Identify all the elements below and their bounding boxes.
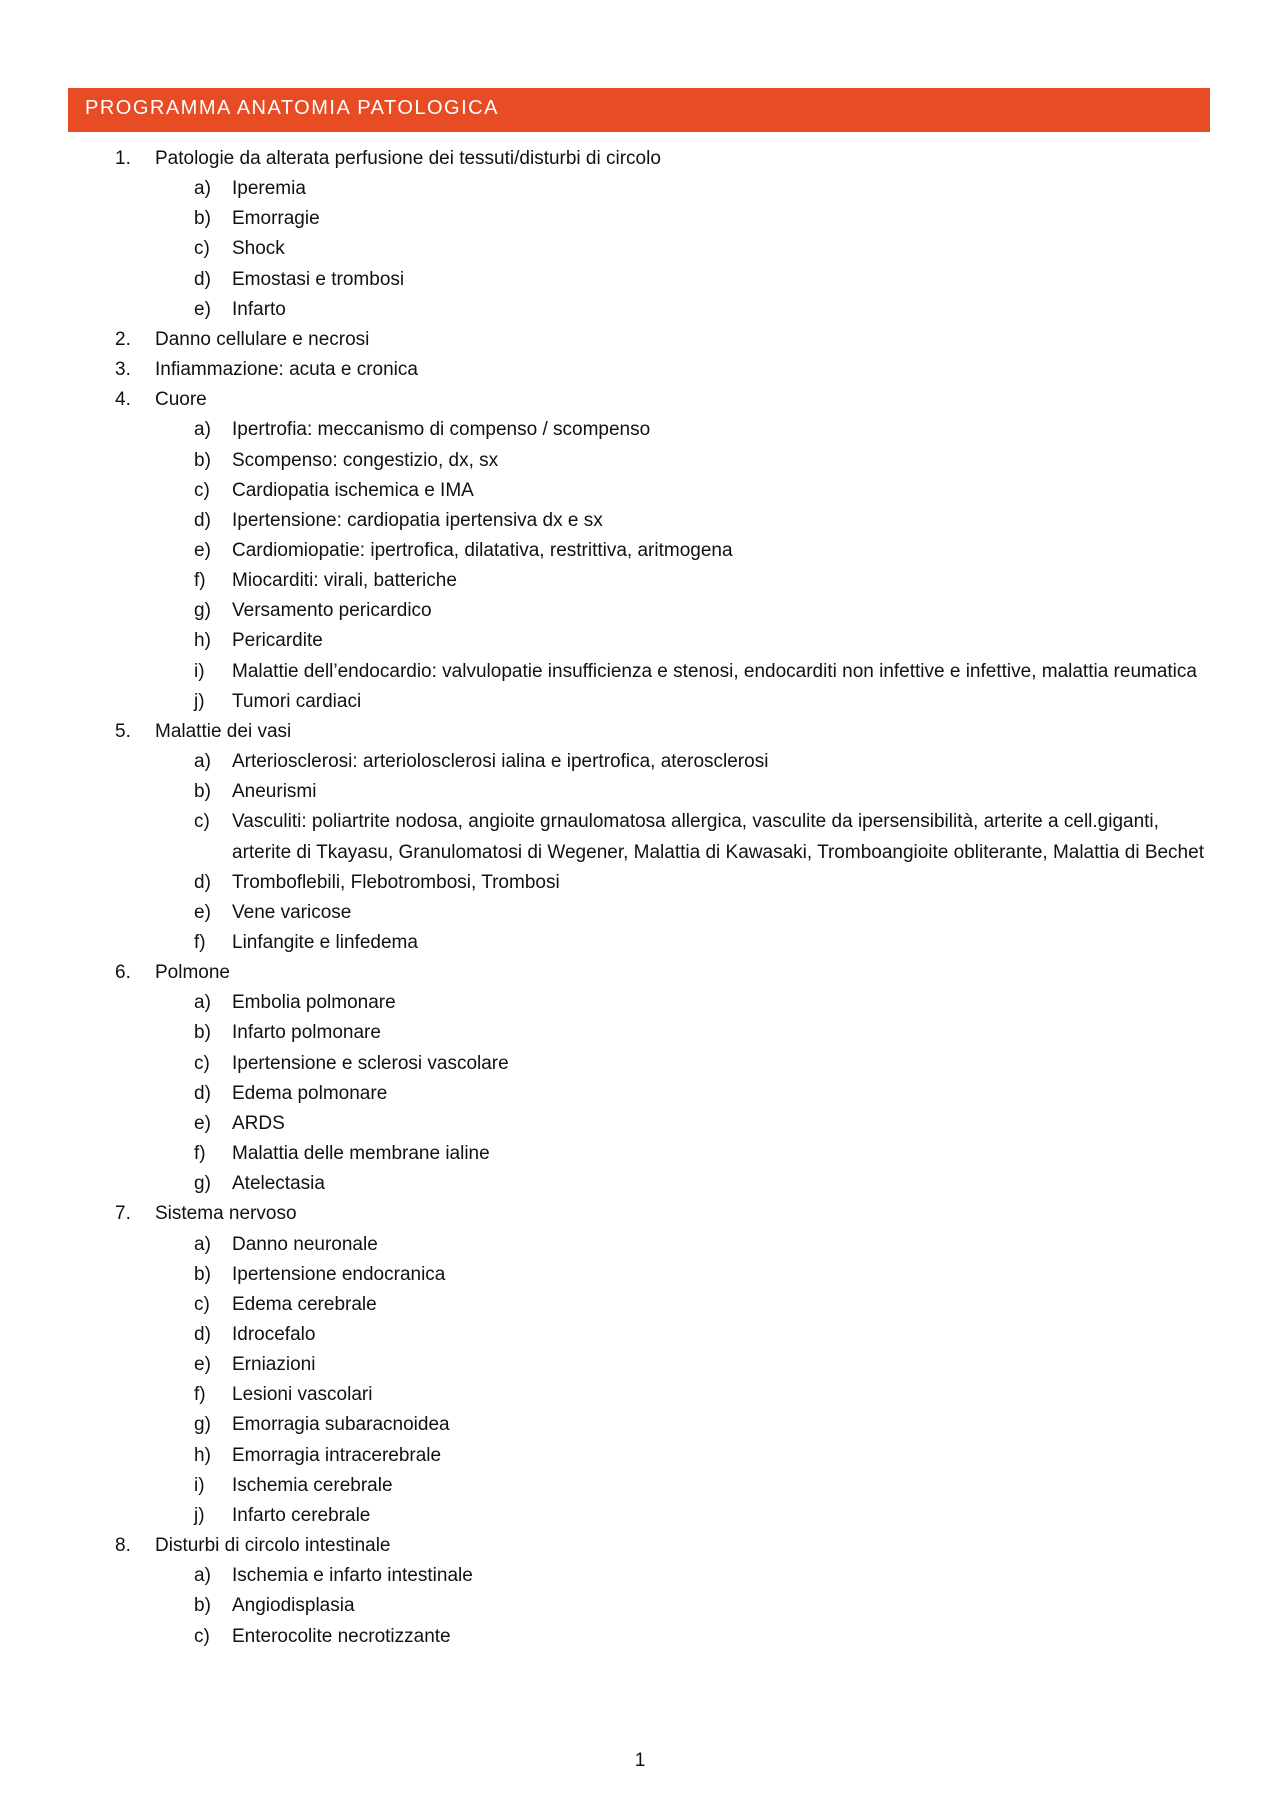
subsection-label: Malattie dell’endocardio: valvulopatie insufficienza e stenosi, endocarditi non infettive e infettive, malattia reumatica <box>232 660 1197 682</box>
section-label: Infiammazione: acuta e cronica <box>155 359 418 381</box>
subsection-item <box>0 1169 1280 1199</box>
subsection-label: Angiodisplasia <box>232 1595 355 1617</box>
subsection-label: Cardiopatia ischemica e IMA <box>232 479 474 501</box>
section-number: 8. <box>115 1535 131 1557</box>
subsection-item <box>0 1049 1280 1079</box>
subsection-item <box>0 1350 1280 1380</box>
topic-outline <box>0 144 1280 1652</box>
subsection-letter: e) <box>194 1112 211 1134</box>
subsection-label: Ischemia e infarto intestinale <box>232 1565 473 1587</box>
subsection-label: Malattia delle membrane ialine <box>232 1143 490 1165</box>
subsection-label: Enterocolite necrotizzante <box>232 1625 451 1647</box>
subsection-item <box>0 1622 1280 1652</box>
subsection-label: Emorragia intracerebrale <box>232 1444 442 1466</box>
subsection-label: Ischemia cerebrale <box>232 1474 393 1496</box>
section-label: Polmone <box>155 962 230 984</box>
subsection-label: Emorragie <box>232 208 320 230</box>
subsection-label: Tumori cardiaci <box>232 690 362 712</box>
subsection-item <box>0 1109 1280 1139</box>
subsection-letter: i) <box>194 1474 205 1496</box>
subsection-letter: b) <box>194 208 211 230</box>
subsection-item <box>0 476 1280 506</box>
subsection-item <box>0 1230 1280 1260</box>
subsection-letter: j) <box>194 1504 205 1526</box>
subsection-label: Ipertensione endocranica <box>232 1263 446 1285</box>
section-item <box>0 958 1280 988</box>
subsection-label: Arteriosclerosi: arteriolosclerosi ialina e ipertrofica, aterosclerosi <box>232 751 769 773</box>
subsection-item <box>0 807 1280 867</box>
subsection-letter: b) <box>194 1595 211 1617</box>
subsection-label: Ipertensione e sclerosi vascolare <box>232 1052 509 1074</box>
subsection-item <box>0 234 1280 264</box>
subsection-label: Emostasi e trombosi <box>232 268 405 290</box>
subsection-letter: d) <box>194 1323 211 1345</box>
section-item <box>0 1199 1280 1229</box>
subsection-item <box>0 1079 1280 1109</box>
page-number: 1 <box>634 1750 646 1771</box>
subsection-item <box>0 1290 1280 1320</box>
subsection-label: Infarto <box>232 298 286 320</box>
subsection-item <box>0 566 1280 596</box>
subsection-letter: e) <box>194 1354 211 1376</box>
subsection-letter: g) <box>194 600 211 622</box>
section-item <box>0 717 1280 747</box>
subsection-label: Iperemia <box>232 178 306 200</box>
subsection-letter: c) <box>194 1625 210 1647</box>
section-item <box>0 355 1280 385</box>
subsection-item <box>0 1471 1280 1501</box>
subsection-letter: d) <box>194 871 211 893</box>
subsection-letter: e) <box>194 539 211 561</box>
section-number: 1. <box>115 148 131 169</box>
subsection-letter: d) <box>194 1082 211 1104</box>
subsection-label: Vene varicose <box>232 901 352 923</box>
subsection-item <box>0 1260 1280 1290</box>
subsection-item <box>0 1441 1280 1471</box>
subsection-item <box>0 446 1280 476</box>
subsection-item <box>0 295 1280 325</box>
section-number: 4. <box>115 389 131 411</box>
subsection-letter: h) <box>194 1444 211 1466</box>
subsection-letter: a) <box>194 178 211 200</box>
section-label: Malattie dei vasi <box>155 720 292 742</box>
section-label: Disturbi di circolo intestinale <box>155 1535 391 1557</box>
subsection-letter: i) <box>194 660 205 682</box>
subsection-item <box>0 265 1280 295</box>
subsection-item <box>0 596 1280 626</box>
subsection-item <box>0 898 1280 928</box>
subsection-label: Erniazioni <box>232 1354 316 1376</box>
subsection-label: Idrocefalo <box>232 1323 316 1345</box>
subsection-item <box>0 988 1280 1018</box>
subsection-label: Versamento pericardico <box>232 600 432 622</box>
subsection-label: ARDS <box>232 1112 285 1134</box>
subsection-item <box>0 1410 1280 1440</box>
subsection-item <box>0 415 1280 445</box>
subsection-item <box>0 1139 1280 1169</box>
subsection-item <box>0 657 1280 687</box>
subsection-label: Embolia polmonare <box>232 992 396 1014</box>
subsection-label: Ipertensione: cardiopatia ipertensiva dx e sx <box>232 509 603 531</box>
subsection-letter: a) <box>194 1565 211 1587</box>
section-number: 2. <box>115 328 131 350</box>
subsection-label: Atelectasia <box>232 1173 325 1195</box>
subsection-letter: h) <box>194 630 211 652</box>
subsection-label: Ipertrofia: meccanismo di compenso / scompenso <box>232 419 651 441</box>
subsection-item <box>0 1561 1280 1591</box>
subsection-item <box>0 626 1280 656</box>
subsection-item <box>0 928 1280 958</box>
subsection-letter: c) <box>194 1052 210 1074</box>
subsection-item <box>0 506 1280 536</box>
subsection-label: Pericardite <box>232 630 323 652</box>
section-label: Danno cellulare e necrosi <box>155 328 370 350</box>
subsection-label: Infarto cerebrale <box>232 1504 371 1526</box>
subsection-letter: f) <box>194 931 206 953</box>
subsection-letter: a) <box>194 419 211 441</box>
subsection-item <box>0 174 1280 204</box>
subsection-letter: c) <box>194 1293 210 1315</box>
subsection-letter: e) <box>194 901 211 923</box>
subsection-item <box>0 204 1280 234</box>
subsection-label: Infarto polmonare <box>232 1022 381 1044</box>
subsection-item <box>0 868 1280 898</box>
subsection-letter: d) <box>194 509 211 531</box>
subsection-letter: f) <box>194 570 206 592</box>
subsection-item <box>0 747 1280 777</box>
subsection-letter: b) <box>194 1263 211 1285</box>
subsection-label: Shock <box>232 238 285 260</box>
subsection-item <box>0 1018 1280 1048</box>
subsection-label: Linfangite e linfedema <box>232 931 418 953</box>
subsection-label: Edema polmonare <box>232 1082 388 1104</box>
subsection-item <box>0 536 1280 566</box>
subsection-letter: b) <box>194 781 211 803</box>
subsection-label: Edema cerebrale <box>232 1293 377 1315</box>
section-label: Patologie da alterata perfusione dei tessuti/disturbi di circolo <box>155 148 661 169</box>
subsection-item <box>0 687 1280 717</box>
section-label: Cuore <box>155 389 207 411</box>
subsection-letter: f) <box>194 1143 206 1165</box>
subsection-label: Tromboflebili, Flebotrombosi, Trombosi <box>232 871 560 893</box>
subsection-letter: b) <box>194 1022 211 1044</box>
subsection-letter: j) <box>194 690 205 712</box>
subsection-letter: c) <box>194 811 210 833</box>
subsection-label: Vasculiti: poliartrite nodosa, angioite grnaulomatosa allergica, vasculite da ipersensibilità, arterite a cell.giganti, arterite di Tkayasu, Granulomatosi di Wegener, Malattia di Kawasaki, Tromboangioite obliterante, Malattia di Bechet <box>232 811 1204 863</box>
section-item <box>0 144 1280 174</box>
subsection-item <box>0 1591 1280 1621</box>
subsection-label: Aneurismi <box>232 781 317 803</box>
section-number: 3. <box>115 359 131 381</box>
subsection-item <box>0 1320 1280 1350</box>
subsection-label: Emorragia subaracnoidea <box>232 1414 450 1436</box>
subsection-item <box>0 1380 1280 1410</box>
section-header-bar <box>68 88 1210 132</box>
subsection-letter: c) <box>194 479 210 501</box>
subsection-item <box>0 777 1280 807</box>
section-number: 6. <box>115 962 131 984</box>
subsection-letter: g) <box>194 1414 211 1436</box>
subsection-label: Danno neuronale <box>232 1233 378 1255</box>
subsection-letter: f) <box>194 1384 206 1406</box>
subsection-label: Cardiomiopatie: ipertrofica, dilatativa, restrittiva, aritmogena <box>232 539 733 561</box>
subsection-letter: a) <box>194 992 211 1014</box>
section-item <box>0 1531 1280 1561</box>
subsection-letter: g) <box>194 1173 211 1195</box>
subsection-label: Miocarditi: virali, batteriche <box>232 570 457 592</box>
section-number: 5. <box>115 720 131 742</box>
section-label: Sistema nervoso <box>155 1203 297 1225</box>
subsection-letter: b) <box>194 449 211 471</box>
subsection-letter: a) <box>194 1233 211 1255</box>
subsection-letter: c) <box>194 238 210 260</box>
document-title: PROGRAMMA ANATOMIA PATOLOGICA <box>85 97 499 119</box>
subsection-letter: e) <box>194 298 211 320</box>
subsection-letter: d) <box>194 268 211 290</box>
subsection-label: Scompenso: congestizio, dx, sx <box>232 449 499 471</box>
subsection-label: Lesioni vascolari <box>232 1384 373 1406</box>
section-item <box>0 385 1280 415</box>
subsection-item <box>0 1501 1280 1531</box>
section-item <box>0 325 1280 355</box>
section-number: 7. <box>115 1203 131 1225</box>
subsection-letter: a) <box>194 751 211 773</box>
